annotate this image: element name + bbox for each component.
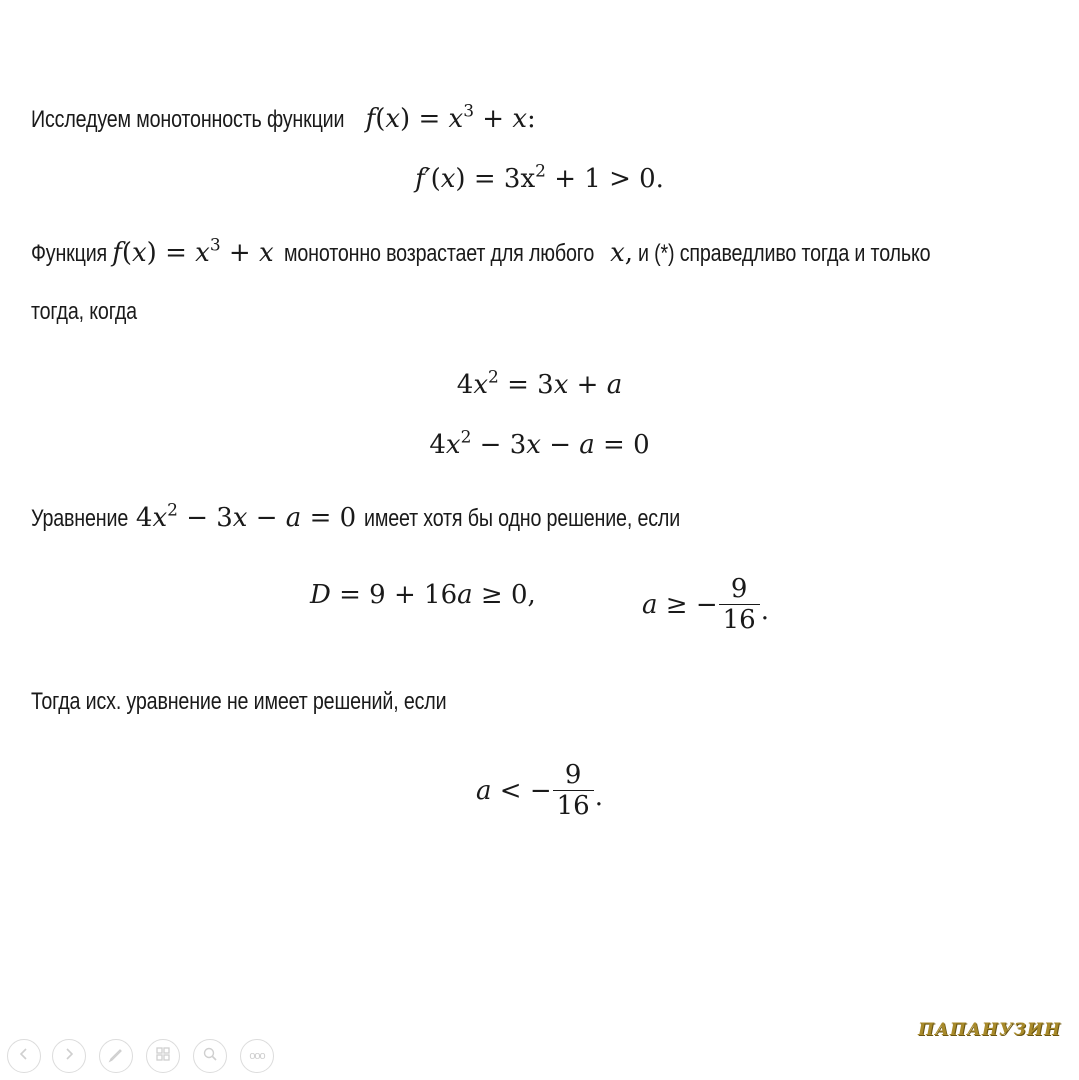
formula-a-lt-fraction: a < − $\frac{9}{16}$ . — [476, 760, 603, 821]
fraction-9-16: $\frac{9}{16}$ — [553, 760, 594, 821]
formula-a-ge-fraction: a ≥ − $\frac{9}{16}$ . — [642, 574, 769, 635]
next-icon — [60, 1045, 78, 1067]
paragraph-continuation: тогда, когда — [31, 298, 137, 325]
zoom-icon — [201, 1045, 219, 1067]
more-icon: ooo — [249, 1050, 265, 1062]
formula-f-inline: $f(x) = x^3 + x$ — [112, 235, 274, 268]
formula-derivative: $f'(x) = 3x^2 + 1 > 0$. — [415, 161, 664, 194]
paragraph-monotonicity — [31, 101, 536, 134]
paragraph-no-solutions: Тогда исх. уравнение не имеет решений, если — [31, 688, 447, 715]
fraction-9-16: $\frac{9}{16}$ — [719, 574, 760, 635]
more-options-button[interactable] — [240, 1039, 274, 1073]
slides-icon — [154, 1045, 172, 1067]
pen-tool-button[interactable] — [99, 1039, 133, 1073]
formula-equation-1: $4x^2 = 3x + a$ — [456, 367, 623, 400]
pen-icon — [107, 1045, 125, 1067]
zoom-button[interactable] — [193, 1039, 227, 1073]
prev-icon — [15, 1045, 33, 1067]
formula-discriminant: D = 9 + 16a ≥ 0, — [310, 580, 536, 610]
author-logo: ПАПАНУЗИН — [918, 1020, 1062, 1040]
paragraph-function-increasing: Функция $f(x) = x^3 + x$ монотонно возрастает для любого x, и (*) справедливо тогда и только — [31, 235, 930, 268]
next-slide-button[interactable] — [52, 1039, 86, 1073]
formula-equation-2: $4x^2 - 3x - a = 0$ — [429, 427, 650, 460]
paragraph-equation-solution: Уравнение $4x^2 - 3x - a = 0$ имеет хотя бы одно решение, если — [31, 500, 681, 533]
see-all-slides-button[interactable] — [146, 1039, 180, 1073]
paragraph-text: Исследуем монотонность функции — [31, 106, 345, 133]
prev-slide-button[interactable] — [7, 1039, 41, 1073]
formula-inline-equation: $4x^2 - 3x - a = 0$ — [135, 500, 357, 533]
formula-f-definition: $f(x) = x^3 + x$: — [365, 101, 536, 134]
